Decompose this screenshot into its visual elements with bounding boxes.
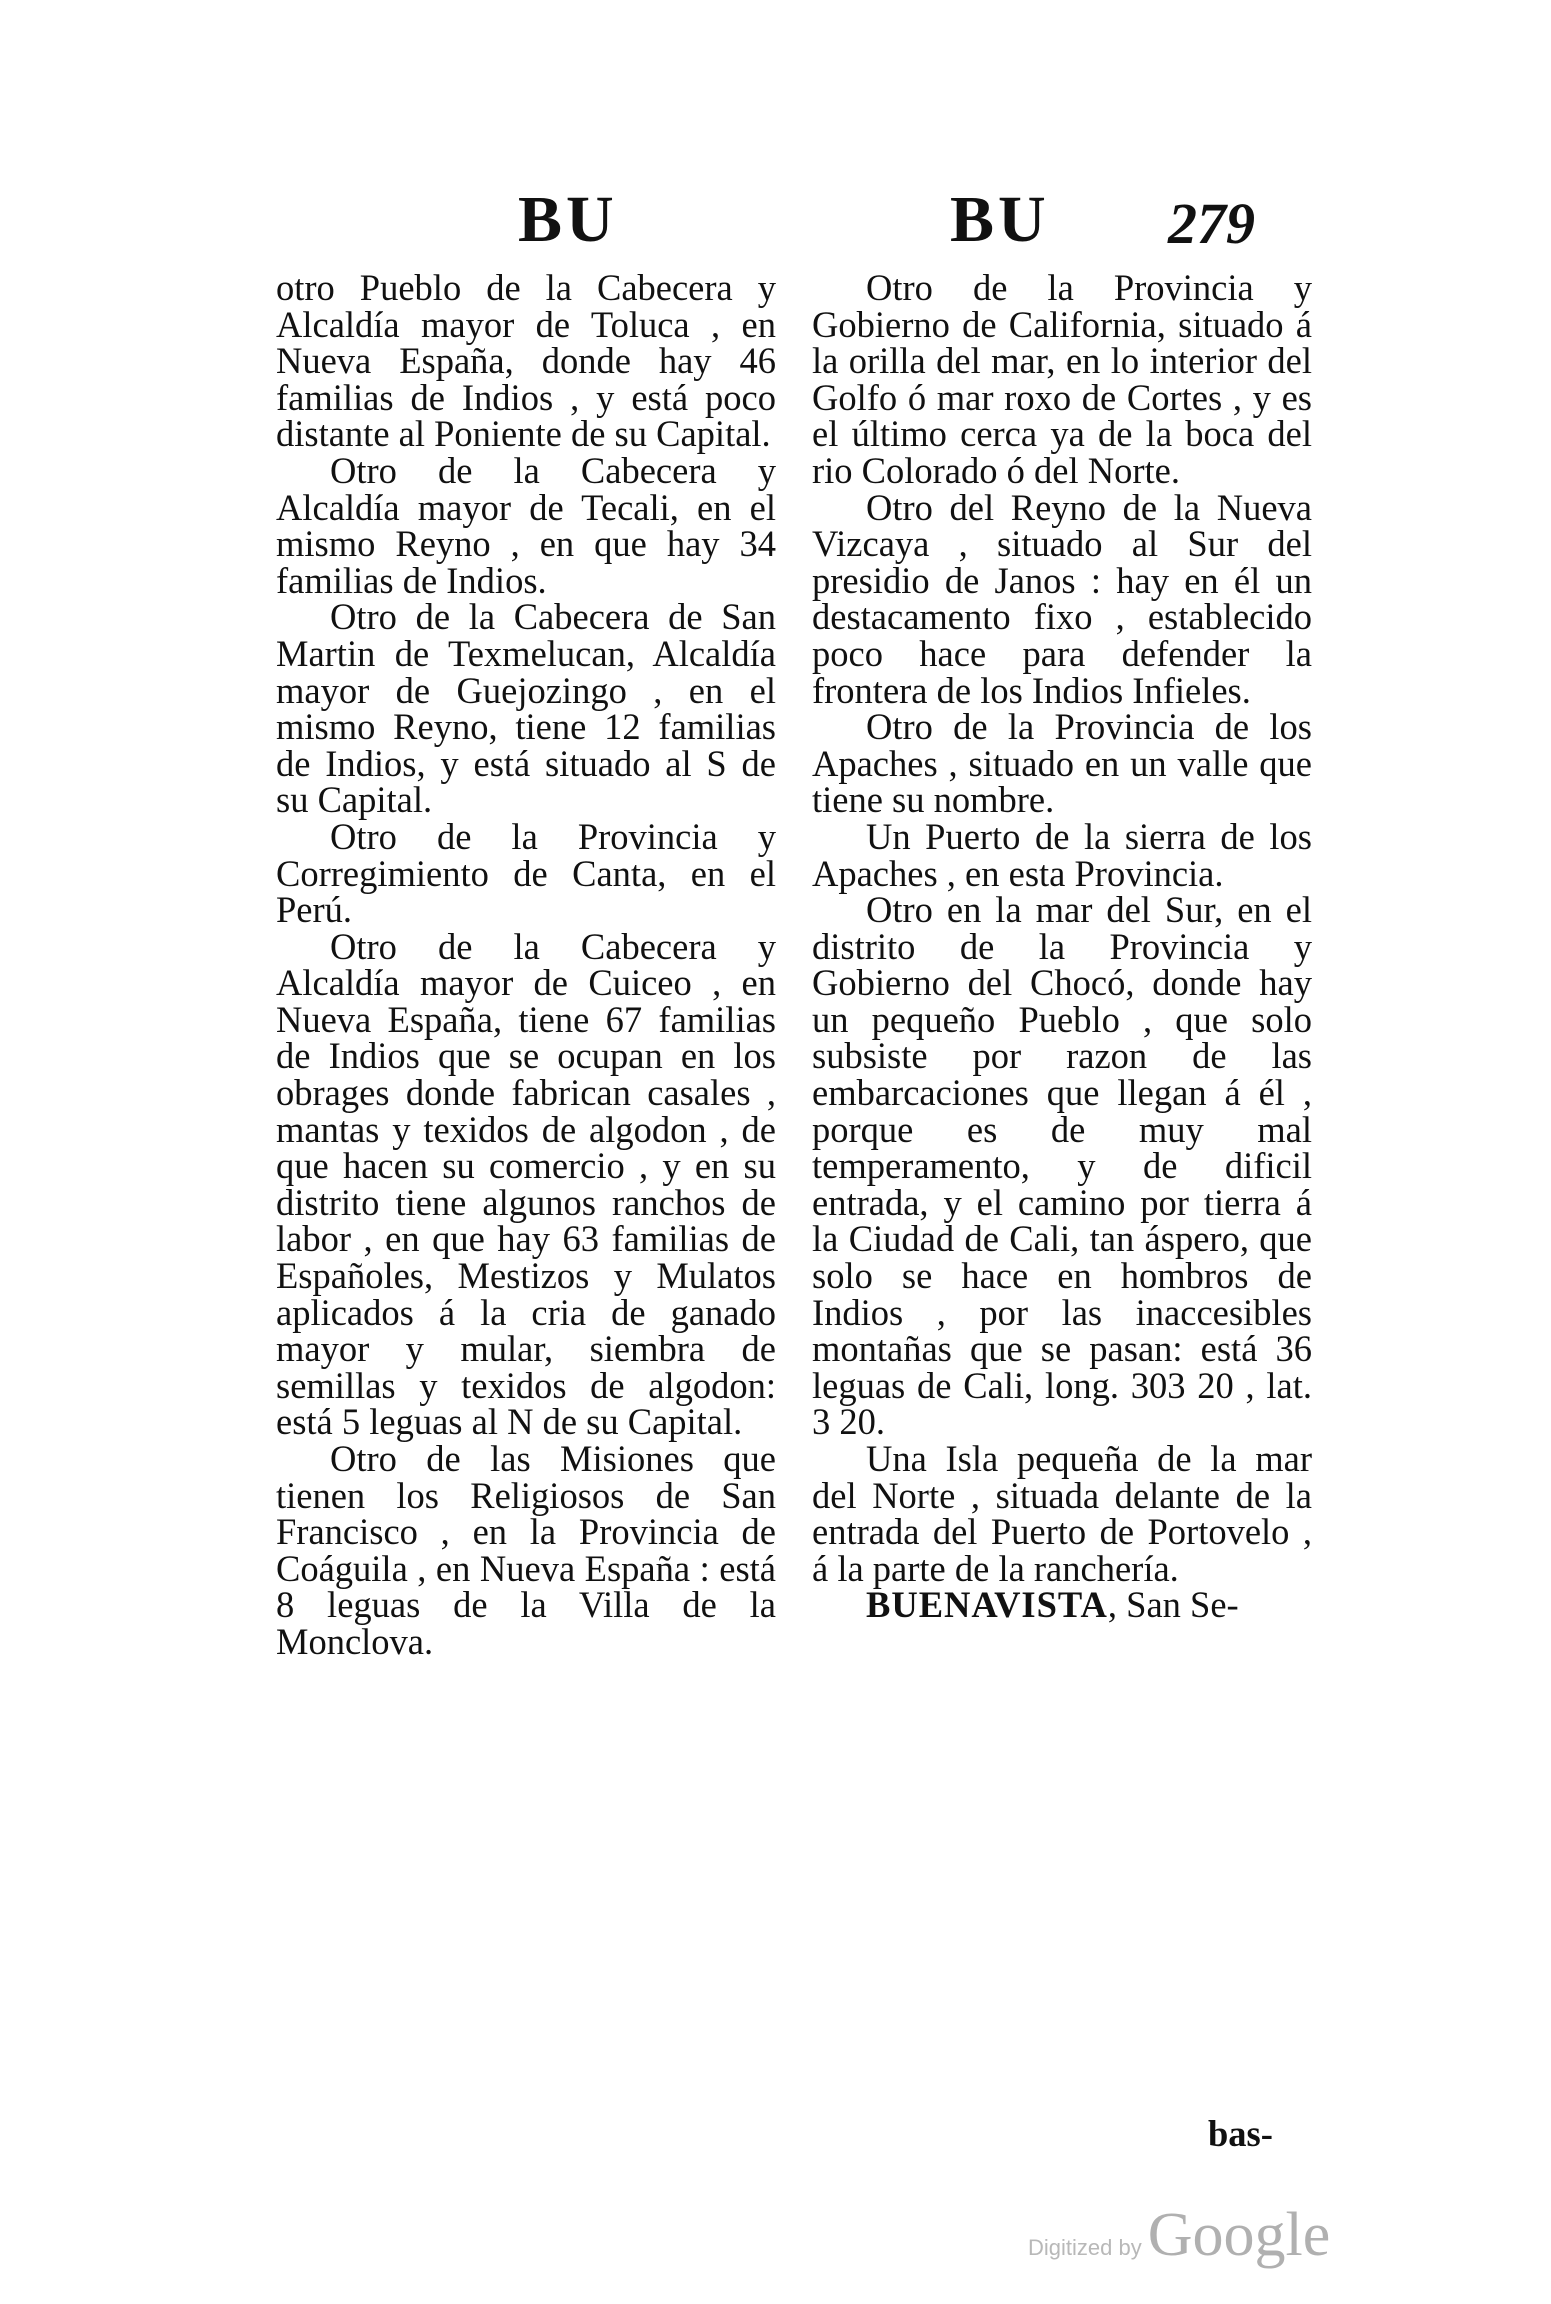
watermark-prefix: Digitized by [1028,2235,1142,2260]
paragraph: otro Pueblo de la Cabecera y Alcaldía mayor de Toluca , en Nueva España, donde hay 46 familias de Indios , y está poco distante al Poniente de su Capital. [276,267,776,455]
paragraph: Otro del Reyno de la Nueva Vizcaya , situado al Sur del presidio de Janos : hay en él un destacamento fixo , establecido poco hace para defender la frontera de los Indios Infieles. [812,486,1312,711]
left-column [276,267,776,1662]
paragraph: Otro de la Provincia y Corregimiento de Canta, en el Perú. [276,815,776,931]
entry-text: , San Se- [1107,1584,1239,1626]
paragraph: Una Isla pequeña de la mar del Norte , situada delante de la entrada del Puerto de Portovelo , á la parte de la ranchería. [812,1438,1312,1589]
right-running-head: BU [950,183,1050,256]
catchword: bas- [1208,2113,1273,2154]
paragraph: Otro de la Cabecera y Alcaldía mayor de Tecali, en el mismo Reyno , en que hay 34 familias de Indios. [276,449,776,601]
paragraph: Un Puerto de la sierra de los Apaches , en esta Provincia. [812,815,1312,894]
entry-paragraph [812,1584,1312,1626]
paragraph: Otro en la mar del Sur, en el distrito de la Provincia y Gobierno del Chocó, donde hay un pequeño Pueblo , que solo subsiste por razon de las embarcaciones que llegan á él , porque es de muy mal temperamento, y de dificil entrada, y el camino por tierra á la Ciudad de Cali, tan áspero, que solo se hace en hombros de Indios , por las inaccesibles montañas que se pasan: está 36 leguas de Cali, long. 303 20 , lat. 3 20. [812,889,1312,1443]
paragraph: Otro de la Provincia y Gobierno de California, situado á la orilla del mar, en lo interior del Golfo ó mar roxo de Cortes , y es el último cerca ya de la boca del rio Colorado ó del Norte. [812,267,1312,491]
page-number: 279 [1168,191,1255,256]
paragraph: Otro de la Cabecera de San Martin de Texmelucan, Alcaldía mayor de Guejozingo , en el mismo Reyno, tiene 12 familias de Indios, y está situado al S de su Capital. [276,596,776,821]
running-header [0,182,1551,272]
entry-headword: BUENAVISTA [866,1584,1108,1626]
left-running-head: BU [518,183,618,256]
digitization-watermark [1028,2200,1330,2271]
google-logo: Google [1147,2201,1331,2269]
paragraph: Otro de la Cabecera y Alcaldía mayor de Cuiceo , en Nueva España, tiene 67 familias de Indios que se ocupan en los obrages donde fabrican casales , mantas y texidos de algodon , de que hacen su comercio , y en su distrito tiene algunos ranchos de labor , en que hay 63 familias de Españoles, Mestizos y Mulatos aplicados á la cria de ganado mayor y mular, siembra de semillas y texidos de algodon: está 5 leguas al N de su Capital. [276,925,776,1443]
right-column [812,267,1312,1626]
paragraph: Otro de las Misiones que tienen los Religiosos de San Francisco , en la Provincia de Coáguila , en Nueva España : está 8 leguas de la Villa de la Monclova. [276,1438,776,1662]
paragraph: Otro de la Provincia de los Apaches , situado en un valle que tiene su nombre. [812,706,1312,821]
